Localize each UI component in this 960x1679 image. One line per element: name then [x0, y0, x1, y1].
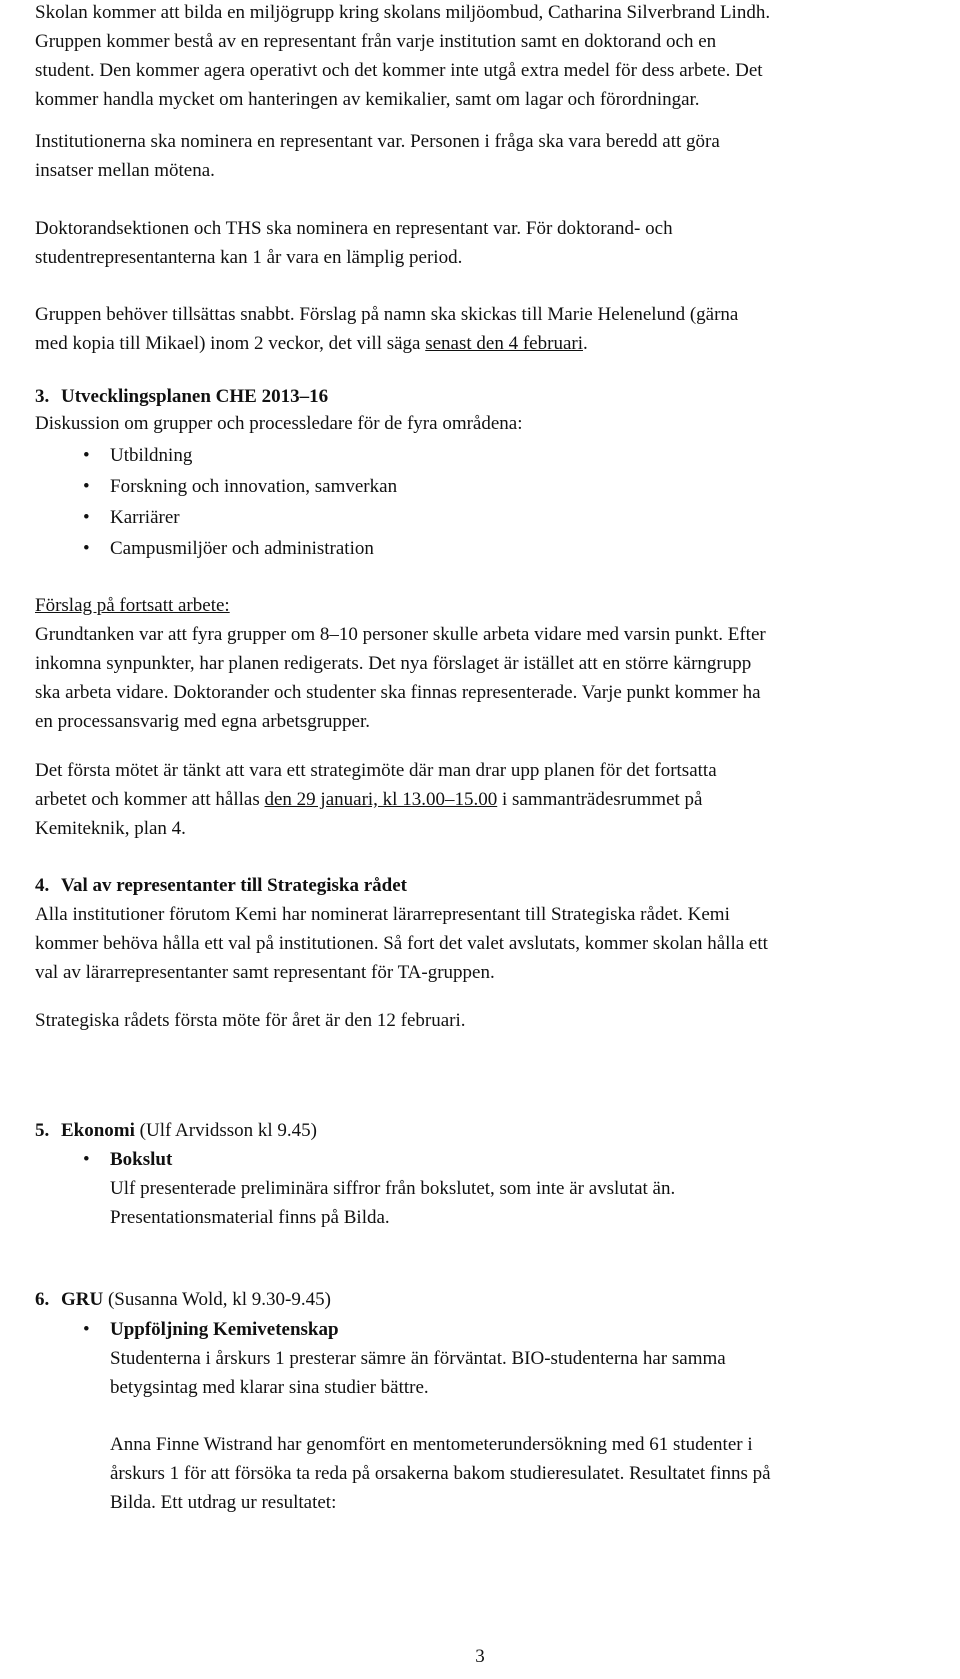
text-span: med kopia till Mikael) inom 2 veckor, det vill säga: [35, 333, 426, 354]
text-line: Diskussion om grupper och processledare för de fyra områdena:: [35, 413, 523, 434]
bullet-icon: •: [83, 507, 90, 528]
text-line: årskurs 1 för att försöka ta reda på orsakerna bakom studieresulatet. Resultatet finns på: [110, 1463, 771, 1484]
text-line: Gruppen kommer bestå av en representant från varje institution samt en doktorand och en: [35, 31, 717, 52]
section-number: 6.: [35, 1289, 50, 1310]
list-item: [35, 472, 935, 503]
list-item: [35, 441, 935, 472]
text-line: ska arbeta vidare. Doktorander och studenter ska finnas representerade. Varje punkt kommer ha: [35, 682, 761, 703]
text-span: arbetet och kommer att hållas: [35, 789, 265, 810]
section-number: 3.: [35, 386, 50, 407]
meeting-date-underlined: den 29 januari, kl 13.00–15.00: [264, 789, 498, 810]
text-span: .: [582, 333, 588, 354]
section-4-heading: [35, 871, 407, 900]
text-line: Studenterna i årskurs 1 presterar sämre än förväntat. BIO-studenterna har samma: [110, 1348, 726, 1369]
section-title: GRU: [61, 1289, 104, 1310]
item-body: [110, 1315, 930, 1402]
text-line: Strategiska rådets första möte för året är den 12 februari.: [35, 1010, 466, 1031]
bullet-icon: •: [83, 1149, 90, 1170]
text-line: Bilda. Ett utdrag ur resultatet:: [110, 1492, 337, 1513]
text-line: [35, 785, 947, 814]
section-number: 5.: [35, 1120, 50, 1141]
item-body: [110, 1145, 930, 1232]
list-item-label: Campusmiljöer och administration: [110, 538, 374, 559]
areas-list: [35, 441, 935, 565]
text-line: inkomna synpunkter, har planen redigerats. Det nya förslaget är istället att en större kärngrupp: [35, 653, 752, 674]
intro-paragraph: [35, 214, 947, 272]
page-number: 3: [475, 1646, 485, 1667]
item-title: Bokslut: [110, 1149, 173, 1170]
text-line: Det första mötet är tänkt att vara ett strategimöte där man drar upp planen för det fortsatta: [35, 760, 717, 781]
text-line: kommer handla mycket om hanteringen av kemikalier, samt om lagar och förordningar.: [35, 89, 700, 110]
bullet-icon: •: [83, 1319, 90, 1340]
text-line: kommer behöva hålla ett val på institutionen. Så fort det valet avslutats, kommer skolan hålla ett: [35, 933, 768, 954]
list-item-label: Forskning och innovation, samverkan: [110, 476, 398, 497]
bullet-icon: •: [83, 445, 90, 466]
text-line: en processansvarig med egna arbetsgrupper.: [35, 711, 371, 732]
list-item: [35, 534, 935, 565]
section-title: Ekonomi: [61, 1120, 135, 1141]
text-line: Ulf presenterade preliminära siffror från bokslutet, som inte är avslutat än.: [110, 1178, 676, 1199]
text-line: studentrepresentanterna kan 1 år vara en lämplig period.: [35, 247, 463, 268]
proposal-paragraph: [35, 591, 947, 736]
section-title: Val av representanter till Strategiska rådet: [61, 875, 408, 896]
text-line: Kemiteknik, plan 4.: [35, 818, 186, 839]
bullet-icon: •: [83, 538, 90, 559]
section-6-heading: [35, 1285, 331, 1314]
intro-paragraph: [35, 300, 947, 358]
item-body: [110, 1430, 930, 1517]
item-title: Uppföljning Kemivetenskap: [110, 1319, 339, 1340]
text-line: Grundtanken var att fyra grupper om 8–10 personer skulle arbeta vidare med varsin punkt. Efter: [35, 624, 766, 645]
text-line: Doktorandsektionen och THS ska nominera en representant var. För doktorand- och: [35, 218, 673, 239]
text-line: Alla institutioner förutom Kemi har nominerat lärarrepresentant till Strategiska rådet. Kemi: [35, 904, 730, 925]
section-subtitle: (Ulf Arvidsson kl 9.45): [134, 1120, 317, 1141]
text-line: Skolan kommer att bilda en miljögrupp kring skolans miljöombud, Catharina Silverbrand Lindh.: [35, 2, 771, 23]
text-line: insatser mellan mötena.: [35, 160, 215, 181]
list-item: [35, 503, 935, 534]
section-3-heading: [35, 382, 328, 411]
text-line: [35, 329, 947, 358]
deadline-underlined: senast den 4 februari: [425, 333, 583, 354]
text-line: Presentationsmaterial finns på Bilda.: [110, 1207, 390, 1228]
section-4-body: [35, 900, 947, 987]
list-item-label: Karriärer: [110, 507, 180, 528]
section-4-note: [35, 1006, 947, 1035]
text-line: Anna Finne Wistrand har genomfört en mentometerundersökning med 61 studenter i: [110, 1434, 753, 1455]
section-5-heading: [35, 1116, 317, 1145]
section-subtitle: (Susanna Wold, kl 9.30-9.45): [103, 1289, 331, 1310]
meeting-paragraph: [35, 756, 947, 843]
text-line: student. Den kommer agera operativt och det kommer inte utgå extra medel för dess arbete. Det: [35, 60, 763, 81]
section-number: 4.: [35, 875, 50, 896]
section-3-lead: [35, 409, 947, 438]
text-line: Gruppen behöver tillsättas snabbt. Förslag på namn ska skickas till Marie Helenelund (gärna: [35, 304, 739, 325]
bullet-icon: •: [83, 476, 90, 497]
text-line: val av lärarrepresentanter samt representant för TA-gruppen.: [35, 962, 495, 983]
proposal-heading: Förslag på fortsatt arbete:: [35, 595, 230, 616]
intro-paragraph: [35, 0, 947, 114]
section-title: Utvecklingsplanen CHE 2013–16: [61, 386, 329, 407]
text-line: betygsintag med klarar sina studier bättre.: [110, 1377, 429, 1398]
text-line: Institutionerna ska nominera en representant var. Personen i fråga ska vara beredd att göra: [35, 131, 720, 152]
intro-paragraph: [35, 127, 947, 185]
list-item-label: Utbildning: [110, 445, 193, 466]
text-span: i sammanträdesrummet på: [497, 789, 703, 810]
